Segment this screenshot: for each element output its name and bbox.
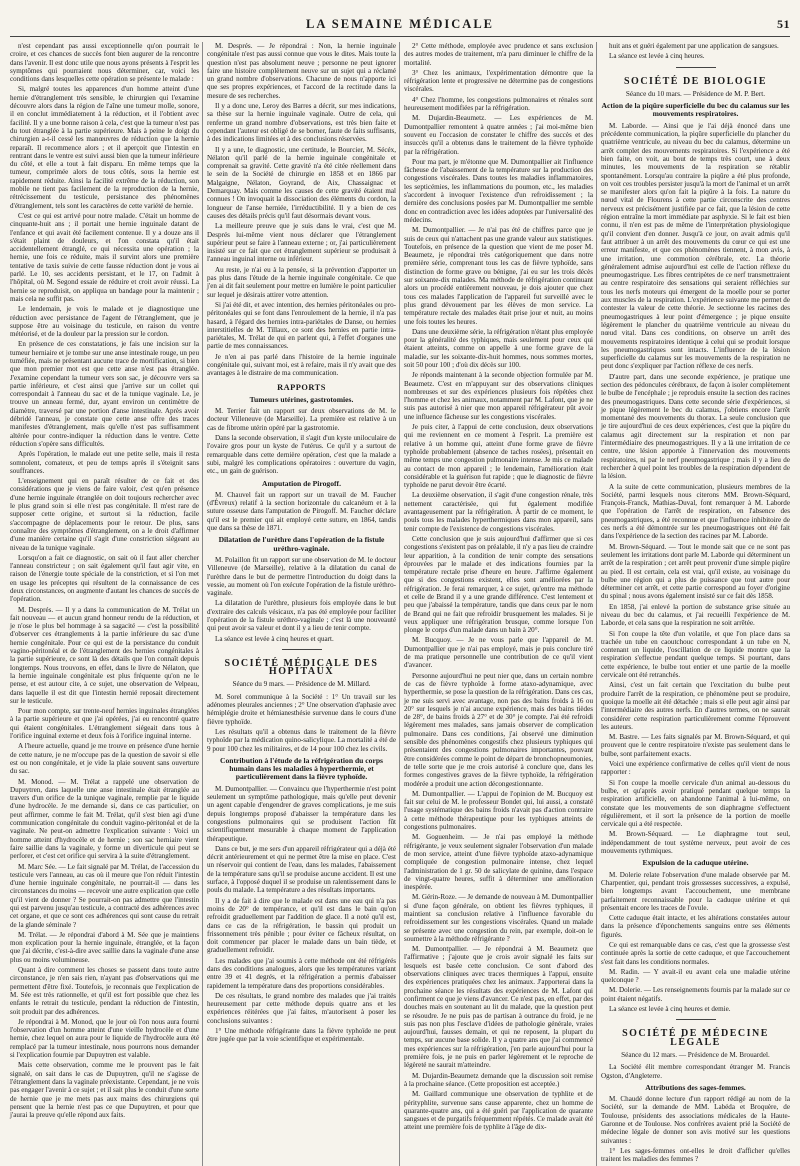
paragraph: Après l'opération, le malade eut une petite selle, mais il resta somnolent, comateux, et peu de temps après il s'éteignit sans souffrances. (10, 450, 199, 475)
column-4 (601, 42, 790, 1166)
paragraph: Si l'on coupe la tête d'un volatile, et que l'on place dans sa trachée un tube en caoutchouc correspondant à un tube en N, contenant un liquide, l'oscillation de ce liquide montre que la respiration s'effectue pendant quelque temps. Si pourtant, dans cette expérience, le bulbe tout entier et une partie de la moelle cervicale ont été retranchés. (601, 629, 790, 680)
journal-title: LA SEMAINE MÉDICALE (305, 16, 495, 31)
column-1 (10, 42, 199, 1166)
paragraph: En présence de ces constatations, je fais une incision sur la tumeur herniaire et je tombe sur une anse intestinale rouge, un peu tuméfiée, mais ne présentant aucune trace de mortification, si bien que mon premier mot est que cette anse n'est pas étranglée. J'examine cependant la tumeur vers son sac, je découvre vers sa partie inférieure, et c'est ainsi que j'arrive sur un collet qui correspondait à l'anneau du sac et de la tunique vaginale. Le, je trouve un anneau fermé, dur, ayant environ un centimètre de diamètre, traversé par une portion d'anse intestinale. Après avoir débridé l'anneau, je constate que cette anse offre des traces manifestes d'étranglement, mais qu'elle n'est pas suffisamment altérée pour contre-indiquer la réduction dans le ventre. Cette réduction s'opère sans difficultés. (10, 340, 199, 448)
paragraph: M. Després. — Il y a dans la communication de M. Trélat un fait nouveau — et aucun grand honneur rendu de la réduction, et je n'ose le plus bel hommage à sa sagacité — c'est la possibilité d'observer ces étranglements à la partie inférieure du sac d'une hernie congénitale. Pour ce qui est de la persistance du conduit vagino-péritonéal et de l'étranglement des hernies congénitales à la partie supérieure, ce sont là des détails que l'on connaît depuis longtemps. Nous trouvons, en effet, dans le livre de Nélaton, que la hernie inguinale congénitale est plus fréquente qu'on ne le pense, et est autour cite, à ce sujet, une observation de Velpeau, dans laquelle il est dit que l'intestin hernié reposait directement sur le testicule. (10, 605, 199, 705)
paragraph: Je répondrai à M. Monod, que le jour où l'on nous aura fourni l'observation d'un homme atteint d'une vieille hydrocèle et d'une hernie, chez lequel on aura pour le liquide de l'hydrocèle aura été remplacé par la tumeur intestinale, nous pourrons nous demander si l'explication fournie par Dupuytren est valable. (10, 1017, 199, 1060)
paragraph: L'enseignement qui en paraît résulter de ce fait et des considérations que je viens de faire valoir, c'est qu'en présence d'une hernie inguinale étranglée on doit toujours rechercher avec le plus grand soin si elle n'est pas congénitale. Il m'est rare de supposer cette origine, et surtout si la réduction, facile s'accompagne de déplacements pour le retour. De plus, sans connaître des symptômes d'étranglement, on a le droit d'affirmer d'une manière certaine qu'il s'agit d'une constriction siégeant au niveau de la tunique vaginale. (10, 477, 199, 552)
paragraph: n'est cependant pas aussi exceptionnelle qu'on pourrait le croire, et ces chances de succès font bien augurer de la rencontre dans l'avenir. Il est donc utile que nous ayons présents à l'esprit les symptômes qui pourraient nous déterminer, car, voici les conditions dans lesquelles cette opération se présente le malade : (10, 42, 199, 84)
session-line: Séance du 12 mars. — Présidence de M. Brouardel. (621, 1050, 770, 1059)
paragraph: M. Brown-Séquard. — Le diaphragme tout seul, indépendamment de tout système nerveux, peut avoir de ces mouvements rythmiques. (601, 830, 790, 856)
paragraph: M. Polaillon fit un rapport sur une observation de M. le docteur Villeneuve (de Marseille), relative à la dilatation du canal de l'urèthre dans le but de permettre l'introduction du doigt dans la vessie, au moment où l'on exécute l'opération de la fistule uréthro-vaginale. (207, 555, 396, 598)
paragraph: En 1858, j'ai enlevé la portion de substance grise située au niveau du bec du calamus, et j'ai recueilli l'expérience de M. Laborde, et cela sans que la respiration ne soit arrêtée. (601, 602, 790, 628)
paragraph: M. Dumontpallier. — Je n'ai pas été de chiffres parce que je suis de ceux qui n'attachent pas une grande valeur aux statistiques. Toutefois, en présence de la question que vient de me poser M. Beaumetz, je répondrai très catégoriquement que dans notre première série, comprenant tous les cas de fièvre typhoïde, sans distinction de forme grave ou bénigne, j'ai eu sur les trois décès sur soixante-dix malades. Ma méthode de réfrigération continuant alors un procédé entièrement nouveau, je dois ajouter que chez tous ces malades l'application de l'appareil fut surveillé avec le plus grand dévouement par les élèves de mon service. La température rectale des malades était prise jour et nuit, au moins une fois toutes les heures. (404, 226, 593, 326)
paragraph: Je n'en ai pas parlé dans l'histoire de la hernie inguinale congénitale qui, suivant moi, est à refaire, mais il n'y avait que des avantages à le distraire de ma communication. (207, 352, 396, 378)
society-heading: SOCIÉTÉ DE MÉDECINE LÉGALE (622, 1028, 769, 1048)
subsection-heading: Contribution à l'étude de la réfrigération du corps humain dans les maladies à hyperthermie, et particulièrement dans la fièvre typhoïde. (219, 755, 384, 782)
column-2 (207, 42, 396, 1166)
paragraph: M. Brown-Séquard. — Tout le monde sait que ce ne sont pas seulement les irritations dont parle M. Laborde qui déterminent un arrêt de la respiration ; cet arrêt peut provenir d'une simple piqûre au pied. Il est certain, cela est vrai, qu'il existe, au voisinage du bulbe une région qui a plus de puissance que tout autre pour déterminer cet arrêt, et cette partie correspond au foyer d'origine du spinal ; nous avons également insisté sur ce fait dès 1858. (601, 542, 790, 601)
paragraph: M. Marc Sée. — Le fait signalé par M. Trélat, de l'accession du testicule vers l'anneau, au cas où il meure que l'on réduit l'intestin d'une hernie inguinale congénitale, ne pourrait-il — dans les circonstances du moins — recevoir une autre explication que celle qu'il vient de donner ? Se pourrait-on pas admettre que l'intestin qui est parvenu jusqu'au testicule, a contracté des adhérences avec cet organe, et que ce sont ces adhérences qui sont cause du retrait de la glande séminale ? (10, 862, 199, 929)
paragraph: Si l'on coupe la moelle cervicale d'un animal au-dessous du bulbe, et qu'après avoir pratiqué pendant quelque temps la respiration artificielle, on abandonne l'animal à lui-même, on constate que les mouvements de son diaphragme s'effectuent régulièrement, et il sort la présence de la portion de moelle cervicale qui a été respectée. (601, 778, 790, 829)
page-header (10, 14, 790, 34)
paragraph: Dans une deuxième série, la réfrigération n'étant plus employée pour la généralité des typhiques, mais seulement pour ceux qui étaient atteints, comme on appelle à une forme grave de la maladie, sur les soixante-dix-huit hommes, nous sommes mortes, soit 50 pour 100 ; d'où dix décès sur 100. (404, 327, 593, 369)
subsection-heading: Expulsion de la caduque utérine. (642, 858, 749, 868)
paragraph: M. Trélat. — Je répondrai d'abord à M. Sée que je maintiens mon explication pour la hernie inguinale, étranglée, et la façon que j'ai décrite, c'est-à-dire avec saillie dans la vaginale d'une anse plus ou moins volumineuse. (10, 930, 199, 964)
paragraph: M. Monod. — M. Trélat a rappelé une observation de Dupuytren, dans laquelle une anse intestinale était étranglée au travers d'un orifice de la tunique vaginale, remplie par le liquide d'une hydrocèle. Je me demande si, dans ce cas particulier, on peut affirmer, comme le fait M. Trélat, qu'il s'est bien agi d'une communication congénitale du conduit vagino-péritonéal et de la vaginale. Ne peut-on admettre l'explication suivante : Voici un homme atteint d'hydrocèle et de hernie ; son sac herniaire vient faire saillie dans la vaginale, y forme un diverticule qui peut se perforer, et c'est cet orifice qui servira à la suite d'étranglement. (10, 777, 199, 861)
paragraph: D'autre part, dans une seconde expérience, je pratique une section des pédoncules cérébraux, de façon à isoler complètement le bulbe de l'encéphale ; je reproduis ensuite la section des racines des pneumogastriques. Dans cette seconde série d'expériences, si je pique légèrement le bec du calamus, j'obtiens encore l'arrêt momentané des mouvements du thorax. La seule conclusion que je tire aujourd'hui de ces deux expériences, c'est que la piqûre du calamus agit directement sur la respiration et non par l'intermédiaire des pneumogastriques. Il y a là une irritation de ce centre, une lésion apportée à l'innervation des mouvements respiratoires, ni par le nerf pneumogastrique ; mais il y a lieu de rechercher à quel point les troubles de la respiration dépendent de la lésion. (601, 372, 790, 481)
paragraph: Pour ma part, je m'étonne que M. Dumontpallier ait l'influence fâcheuse de l'abaissement de la température sur la production des congestions viscérales. Dans toutes les maladies inflammatoires, les septicémies, les inflammations du poumon, etc., les maladies s'accordent à invoquer l'existence d'un refroidissement ; la dernière des conclusions posées par M. Dumontpallier me semble donc en contradiction avec les idées adoptées par l'universalité des médecins. (404, 157, 593, 224)
session-line: Séance du 9 mars. — Présidence de M. Millard. (232, 680, 371, 689)
subsection-heading: Amputation de Pirogoff. (262, 478, 341, 488)
paragraph: M. Dumontpallier. — L'appui de l'opinion de M. Bucquoy est fait sur celui de M. le professeur Bondet qui, lui aussi, a constaté l'usage systématique des bains froids n'avait pas d'action contraire à cette méthode thérapeutique pour les typhiques atteints de congestions pulmonaires. (404, 789, 593, 832)
paragraph: Le lendemain, je vois le malade et je diagnostique une réduction avec persistance de l'agent de l'étranglement, que je suppose être au voisinage du testicule, en raison du ventre météorisé, et de la douleur par la pression sur le cordon. (10, 305, 199, 339)
paragraph: La séance est levée à cinq heures et demie. (609, 1005, 731, 1014)
paragraph: Si, malgré toutes les apparences d'un homme atteint d'une hernie d'étranglement très sensible, le chirurgien qui l'examine découvre alors dans la région de l'aîne une tumeur molle, sonore, il en conclut immédiatement à la réduction, et il l'obtient avec facilité. Il y a une bonne raison à cela, c'est que la tumeur n'est pas du tout étranglée à la partie supérieure. Mais à peine le doigt du chirurgien a-t-il cessé les manœuvres de réduction que la hernie reparaît. Il recommence alors ; et il aperçoit que l'intestin en rentrant dans le ventre est suivi aussi bien que la tumeur inférieure du côté, et elle a tout à fait disparu. En même temps que la tumeur, comprimée alors de tous côtés, sous la hernie est rapidement réduite. Ainsi la facilité extrême de la réduction, son mobile ne tient pas facilement de la reproduction de la hernie, rétrécissement du testicule, persistance des phénomènes d'étranglement, tels sont les caractères de cette variété de hernie. (10, 85, 199, 210)
paragraph: Cette caduque était intacte, et les altérations constatées autour dans la présence d'éponchements sanguins entre ses éléments figurés. (601, 914, 790, 939)
paragraph: M. Bastre. — Les faits signalés par M. Brown-Séquard, et qui prouvent que le centre respiratoire n'existe pas seulement dans le bulbe, sont parfaitement exacts. (601, 733, 790, 758)
section-rule (282, 649, 322, 650)
paragraph: M. Gérin-Roze. — Je demande de nouveau à M. Dumontpallier si d'une façon générale, on obtient les fièvres typhiques, il maintient sa conclusion relative à l'influence favorable du refroidissement sur les congestions viscérales. Quand un malade se présente avec une congestion du rein, par exemple, doit-on le soumettre à la méthode réfrigérante ? (404, 893, 593, 943)
paragraph: Lorsqu'on a fait ce diagnostic, on sait où il faut aller chercher l'anneau constricteur ; on sait également qu'il faut agir vite, en raison de l'énergie toute spéciale de la constriction, et si l'on met en usage les préceptes qui résultent de la connaissance de ces deux circonstances, on augmente d'autant les chances de succès de l'opération. (10, 553, 199, 604)
paragraph: M. Terrier fait un rapport sur deux observations de M. le docteur Villeneuve (de Marseille). La première est relative à un cas de fibrome utérin opéré par la gastrotomie. (207, 407, 396, 432)
paragraph: M. Laborde. — Ainsi que je l'ai déjà énoncé dans une précédente communication, la piqûre superficielle du plancher du quatrième ventricule, au niveau du bec du calamus, détermine un arrêt complet des mouvements respiratoires. Si l'expérience a été bien faite, on voit, au bout de temps très court, une à deux minutes, les mouvements de la respiration se rétablir spontanément. Lorsqu'au contraire la piqûre a été plus profonde, on voit ces troubles persister jusqu'à la mort de l'animal et un arrêt se manifester alors qu'on fait la piqûre à la fois. La nature du nœud vital de Flourens à cette partie circonscrite des centres nerveux est précisément justifiée par ce fait, que la lésion de cette région entraîne la mort immédiate par asphyxie. Si le fait est bien connu, il n'en est pas de même de l'interprétation physiologique qu'il convient d'en donner. Jusqu'à ce jour, on avait admis qu'il faut attribuer à un arrêt des mouvements du cœur ce qui est une erreur manifeste, et que ces phénomènes tiennent, à mon avis, à une irritation, une commotion cérébrale, etc. La théorie généralement admise aujourd'hui est celle de l'action réflexe du pneumogastrique. Les fibres centripètes de ce nerf transmettraient au centre respiratoire des sensations qui seraient réfléchies sur tous les nerfs moteurs qui émergent de la moelle pour se porter aux muscles de la respiration. L'expérience suivante me permet de contester la valeur de cette théorie. Je sectionne les racines des pneumogastriques à leur point d'émergence ; je pique ensuite légèrement le plancher du quatrième ventricule au niveau du nœud vital. Dans ces conditions, on observe un arrêt des mouvements respiratoires identique à celui qui se produit lorsque les pneumogastriques sont intacts. L'influence de la lésion superficielle du calamus sur les mouvements de la respiration ne peut donc s'expliquer par l'action réflexe de ces nerfs. (601, 121, 790, 371)
paragraph: M. Dujardin-Beaumetz demande que la discussion soit remise à la prochaine séance. (Cette proposition est acceptée.) (404, 1071, 593, 1088)
society-heading: SOCIÉTÉ MÉDICALE DES HOPITAUX (224, 657, 379, 678)
society-heading: SOCIÉTÉ DE BIOLOGIE (624, 75, 767, 87)
paragraph: Dans ce but, je me sers d'un appareil réfrigérateur qui a déjà été décrit antérieurement et qui ne permet être la mise en place. C'est un réservoir qui contient de l'eau, dans les malades, l'abaissement de la température sans qu'il se produise aucune accident. Il est une surface, à l'opposé duquel il se produise un ralentissement dans le pouls du malade. La température a des résultats importants. (207, 844, 396, 895)
paragraph: A l'heure actuelle, quand je me trouve en présence d'une hernie de cette nature, je ne m'occupe pas de la question de savoir si elle est ou non congénitale, et je vide la plaie souvent sans ouverture du sac. (10, 742, 199, 776)
paragraph: Je réponds maintenant à la seconde objection formulée par M. Beaumetz. C'est en m'appuyant sur des observations cliniques nombreuses et sur des expériences plusieurs fois répétées chez l'homme et chez les animaux, notamment par M. Lafont, que je ne suis pas autorisé à nier que mon appareil réfrigérateur pût avoir une influence fâcheuse sur les congestions viscérales. (404, 371, 593, 421)
paragraph: M. Radin. — Y avait-il eu avant cela une maladie utérine quelconque ? (601, 967, 790, 985)
paragraph: Voici une expérience confirmative de celles qu'il vient de nous rapporter : (601, 760, 790, 777)
page-number: 51 (777, 16, 790, 31)
paragraph: Personne aujourd'hui ne peut nier que, dans un certain nombre de cas de fièvre typhoïde à forme ataxo-adynamique, avec hyperthermie, se pose la question de la réfrigération. Dans ces cas, je me suis servi avec avantage, non pas des bains froids à 16 ou 20° sur lesquels je n'ai aucune expérience, mais des bains tièdes de 28°, de bains froids à 27° et de 30° je compte. J'ai été refroidi légèrement mes malades, sans jamais observer de complication pulmonaire. Dans ces conditions, j'ai observé une diminution sensible des phénomènes congestifs chez plusieurs typhiques qui présentaient des congestions pulmonaires importantes, pouvant être considérées comme le point de départ de bronchopneumonies, de telle sorte que je me crois autorisé à conclure que, dans les formes congestives graves de la fièvre typhoïde, la réfrigération modérée a produit une action décongestionnante. (404, 671, 593, 788)
paragraph: La deuxième observation, il s'agit d'une congestion rénale, très nettement caractérisée, qui fut également modifiée avantageusement par la réfrigération. À partir de ce moment, le pouls tous les malades hyperthermiques dans mon appareil, sans tenir compte de l'existence de congestions viscérales. (404, 491, 593, 533)
section-heading: RAPPORTS (277, 382, 326, 392)
section-rule (676, 67, 716, 68)
paragraph: M. Chaudé donne lecture d'un rapport rédigé au nom de la Société, sur la demande de MM. Labéda et Broquère, de Toulouse, présidents des associations médicales de la Haute-Garonne et de Toulouse. Nos confrères avaient prié la Société de médecine légale de donner son avis motivé sur les questions suivantes : (601, 1095, 790, 1145)
paragraph: 1° Une méthode réfrigérante dans la fièvre typhoïde ne peut être jugée que par la voie scientifique et expérimentale. (207, 1027, 396, 1044)
paragraph: Il y a de fait à dire que le malade est dans une eau qui n'a pas moins de 20° de tempérance, et qu'il est dans le bain qu'on refroidit graduellement par l'addition de glace. Il a noté qu'il est, dans ce cas de la réfrigération, le bassin qui produit un frissonnement très pénible ; pour éviter ce fâcheux résultat, on doit commencer par placer le malade dans un bain tiède, et graduellement refroidir. (207, 896, 396, 955)
paragraph: La Société élit membre correspondant étranger M. Francis Ogston, d'Angleterre. (601, 1063, 790, 1080)
paragraph: Mais cette observation, comme me le prouvent pas le fait signalé, on sait dans le cas de Dupuytren, qu'il ne s'agisse de l'étranglement dans la vaginale préexistante. Cependant, je ne vois pas engager l'avenir à ce sujet ; et il sait plus le conduit d'une sorte de hernie que je me mets pas aux mains des chirurgiens qui pensent que la hernie n'est pas ce que Dupuytren, et pour que j'aurai la preuve qu'elle répond aux faits. (10, 1061, 199, 1120)
column-3 (404, 42, 593, 1166)
paragraph: Les résultats qu'il a obtenus dans le traitement de la fièvre typhoïde par la médication quino-salicylique. La mortalité a été de 9 pour 100 chez les militaires, et de 14 pour 100 chez les civils. (207, 727, 396, 753)
session-line: Séance du 10 mars. — Présidence de M. P. Bert. (625, 89, 766, 98)
paragraph: Il y a donc une, Leroy des Barres a décrit, sur mes indications, sa thèse sur la hernie inguinale vaginale. Outre de cela, qui renferme un grand nombre d'observations, est très bien faite et cependant l'auteur est obligé de se borner, faute de faits suffisants, à des indications limitées et à des conclusions réservées. (207, 102, 396, 144)
paragraph: 2° Cette méthode, employée avec prudence et sans exclusion des autres modes de traitement, m'a paru diminuer le chiffre de la mortalité. (404, 42, 593, 67)
paragraph: M. Bucquoy. — Je ne vous parle que l'appareil de M. Dumontpallier que je n'ai pas employé, mais je puis conclure tiré de ma pratique personnelle une contribution de ce qu'il vient d'avancer. (404, 636, 593, 670)
paragraph: M. Sorel communique à la Société : 1° Un travail sur les adénomes pleurales anciennes ; 2° Une observation d'aphasie avec hémiplégie droite et hémianesthésie survenue dans le cours d'une fièvre typhoïde. (207, 692, 396, 726)
paragraph: 1° Les sages-femmes ont-elles le droit d'afficher qu'elles traitent les maladies des femmes ? (601, 1146, 790, 1164)
paragraph: La séance est levée à cinq heures et quart. (215, 634, 334, 643)
paragraph: Il y a une, le diagnostic, une certitude, le Bourcier, M. Sécéx, Nélaton qu'il parlé de la hernie inguinale congénitale et comprenait sa gravité. Cette gravité n'a été citée réellement dans le sein de la Société de chirurgie en 1858 et en 1866 par Malgaigne, Nélaton, Goyrand, de Aix, Chassaignac et Demarquay. Mais comme les causes de cette gravité étaient mal connues ! On invoquait la dissociation des éléments du cordon, la longueur de l'anse herniée, l'irréductibilité. Il y a bien de ces causes des détails précis qu'il faut désormais devant vous. (207, 145, 396, 220)
paragraph: Dans la seconde observation, il s'agit d'un kyste uniloculaire de l'ovaire gros pour un kyste de l'utérus. Ce qu'il y a surtout de remarquable dans cette dernière opération, c'est que la malade a subi, malgré les complications opératoires : ouverture du vagin, etc., un gain de guérison. (207, 434, 396, 476)
paragraph: Je puis citer, à l'appui de cette conclusion, deux observations qui me reviennent en ce moment à l'esprit. La première est relative à un homme qui, atteint d'une forme grave de fièvre typhoïde probablement (absence de taches rosées), présentait en même temps une congestion pulmonaire intense. Je mis ce malade au contact de mon appareil ; le lendemain, l'amélioration était considérable et la guérison fut rapide ; que le diagnostic de fièvre typhoïde ne parut devoir être écarté. (404, 423, 593, 490)
paragraph: M. Dumontpallier. — Je répondrai à M. Beaumetz que l'affirmative ; j'ajoute que je crois avoir signalé les faits sur lesquels est basée cette conclusion. Ce sont d'abord des observations cliniques avec traces thermiques à l'appui, ensuite des expériences pratiquées chez les animaux. J'apporterai dans la prochaine séance les résultats des expériences de M. Lafont qui confirment ce que je viens d'avancer. Ce n'est pas, en effet, par des douches mais en soutenant au lit du malade, que la question peut se résoudre. Je ne puis pas de partisan à outrance du froid, je ne suis pas non plus l'esclave d'idées de pathologie générale, vraies aujourd'hui, fausses demain, et qui ne reposent, la plupart du temps, sur aucune base solide. Il y a quatre ans que j'ai commencé mes expériences sur la réfrigération, j'en parle aujourd'hui pour la première fois, je ne puis en parler légèrement et le reproche de légèreté ne saurait m'atteindre. (404, 945, 593, 1070)
subsection-heading: Attributions des sages-femmes. (645, 1082, 746, 1092)
paragraph: Au reste, je n'ai eu à la pensée, si la prévention d'apporter un pas plus dans l'étude de la hernie inguinale congénitale. Ce que j'en ai dit fait seulement pour mettre en lumière le point particulier sur lequel je désirais attirer votre attention. (207, 265, 396, 299)
paragraph: La séance est levée à cinq heures. (609, 52, 705, 61)
paragraph: C'est ce qui est arrivé pour notre malade. C'était un homme de cinquante-huit ans ; il portait une hernie inguinale datant de l'enfance et qui avait été facilement contenue. Il y a douze ans il s'était plaint de douleurs, et l'on constata qu'il était accidentellement étranglé, ce qui nécessita une opération ; la hernie, une fois ce réduite, mais il survint alors une première tentative de taxis suivie de cette fausse réduction dont je vous ai parlé. Le 10, ses accidents persistant, et le 17, on l'admit à l'hôpital, où M. Segond essaie de réduire et croit avoir réussi. La hernie se reproduisit, on appliqua un bandage pour la maintenir ; mais cela ne suffit pas. (10, 211, 199, 303)
paragraph: M. Dolerie relate l'observation d'une malade observée par M. Charpentier, qui, pendant trois grossesses successives, a expulsé, bien longtemps avant l'accouchement, une membrane parfaitement reconnaissable pour la caduque utérine et qui présentait encore les traces de l'ovule. (601, 870, 790, 912)
paragraph: 3° Chez les animaux, l'expérimentation démontre que la réfrigération lente et progressive ne détermine pas de congestions viscérales. (404, 68, 593, 94)
paragraph: La dilatation de l'urèthre, plusieurs fois employée dans le but d'extraire des calculs vésicaux, n'a pas été employée pour faciliter l'opération de la fistule uréthro-vaginale ; c'est là une nouveauté qui peut avoir sa valeur et dont il y a lieu de tenir compte. (207, 599, 396, 633)
paragraph: M. Després. — Je répondrai : Non, la hernie inguinale congénitale n'est pas aussi connue que vous le dites. Mais toute la question n'est pas absolument neuve ; personne ne peut ignorer faire une histoire complètement neuve sur un sujet qui a réclamé un grand nombre d'observations. Chacune de nous n'apporte ici que ses propres expériences, et l'accord de la rectitude dans la mesure de ses recherches. (207, 42, 396, 100)
header-rule (10, 36, 790, 37)
paragraph: M. Chauvel fait un rapport sur un travail de M. Faucher (d'Évreux) relatif à la section horizontale du calcanéum et à la suture osseuse dans l'amputation de Pirogoff. M. Faucher déclare qu'il est le premier qui ait employé cette suture, en 1864, tandis que dans sa thèse de 1871. (207, 490, 396, 533)
paragraph: M. Dumontpallier. — Convaincu que l'hyperthermie n'est point seulement un symptôme pathologique, mais qu'elle peut devenir un agent capable d'engendrer de graves complications, je me suis depuis longtemps proposé d'abaisser la température dans les congestions pulmonaires qui se produisent l'action fût scientifiquement mesurable à chaque moment de l'application thérapeutique. (207, 784, 396, 843)
paragraph: Pour mon compte, sur trente-neuf hernies inguinales étranglées à la partie supérieure et que j'ai opérées, j'ai eu rencontré quatre qui étaient congénitales. L'étranglement siégeait dans tous à l'orifice inguinal externe et deux fois à l'orifice inguinal interne. (10, 707, 199, 741)
paragraph: Quant à dire comment les choses se passent dans toute autre circonstance, je n'en sais rien, n'ayant pas d'observations qui me permettent d'être fixé. Toutefois, je reconnais que l'explication de M. Sée est très rationnelle, et qu'il est fort possible que chez les enfants le retrait du testicule, pendant la réduction de l'intestin, soit produit par des adhérences. (10, 966, 199, 1016)
paragraph: A la suite de cette communication, plusieurs membres de la Société, parmi lesquels nous citerons MM. Brown-Séquard, François-Franck, Mathias-Duval, font remarquer à M. Laborde que l'opération de l'arrêt de respiration, en l'absence des pneumogastriques, a été reconnue et que l'influence inhibitoire de ces nerfs a été démontrée sur les pneumogastriques ont été fait dans l'expérience de la section des racines par M. Laborde. (601, 482, 790, 541)
paragraph: M. Goguenheim. — Je n'ai pas employé la méthode réfrigérante, je veux seulement signaler l'observation d'un malade de mon service, atteint d'une fièvre typhoïde ataxo-adynamique compliquée de congestion pulmonaire intense, chez lequel l'administration de 1 gr. 50 de salicylate de quinine, dans l'espace de vingt-quatre heures, suffit à déterminer une amélioration inespérée. (404, 833, 593, 892)
paragraph: La meilleure preuve que je suis dans le vrai, c'est que M. Després lui-même vient nous déclarer que l'étranglement supérieur peut se faire à l'anneau externe ; or, j'ai particulièrement insisté sur ce fait que cet étranglement supérieur se produisait à l'anneau inguinal interne ou inférieur. (207, 222, 396, 264)
paragraph: Ainsi, c'est un fait certain que l'excitation du bulbe peut produire l'arrêt de la respiration, ce phénomène peut se produire, quoique la moelle ait été détachée ; mais si elle peut agir ainsi par l'intermédiaire des autres nerfs. En d'autres termes, on ne saurait considérer cette respiration particulièrement comme l'éprouvent les auteurs. (601, 681, 790, 731)
paragraph: De ces résultats, le grand nombre des malades que j'ai traités heureusement par cette méthode depuis quatre ans et les expériences réitérées que j'ai faites, m'autorisent à poser les conclusions suivantes : (207, 991, 396, 1025)
paragraph: 4° Chez l'homme, les congestions pulmonaires et rénales sont heureusement modifiées par la réfrigération. (404, 95, 593, 113)
paragraph: M. Dolerie. — Les renseignements fournis par la malade sur ce point étaient négatifs. (601, 986, 790, 1003)
subsection-heading: Dilatation de l'urèthre dans l'opération de la fistule uréthro-vaginale. (218, 535, 385, 553)
paragraph: Cette conclusion que je suis aujourd'hui d'affirmer que si ces congestions s'existent pas on préalable, il n'y a pas lieu de craindre leur apparition, à la condition de tenir compte des sensations éprouvées par le malade et des indications fournies par la température rectale prise d'heure en heure. J'affirme également que si des congestions existent, elles sont améliorées par la réfrigération. Je ferai remarquer, à ce sujet, qu'entre ma méthode et celle de Brand il y a une grande différence. C'est lentement et peu que j'abaissé la température, tandis que dans ceux par le nom de Brand qui ne fait que refroidir brusquement les malades. Si je veux appliquer une réfrigération brusque, comme lorsque l'on plonge le corps d'un malade dans un bain à 20°. (404, 534, 593, 635)
paragraph: M. Dujardin-Beaumetz. — Les expériences de M. Dumontpallier remontent à quatre années ; j'ai moi-même bien souvent eu l'occasion de constater le chiffre des succès et des insuccès qu'il a obtenus dans le traitement de la fièvre typhoïde par la réfrigération. (404, 114, 593, 156)
paragraph: Si j'ai été dit, et avec intention, des hernies péritonéales ou pro-péritonéales qui se font dans l'enroulement de la hernie, il n'a pas hasard, à l'égard des hernies intra-pariétales de Danse, ou hernies interstitielles de M. Tillaux, ce sont des hernies en partie intra-pariétales, M. Trélat de qui en parlent qui, à l'effet d'organes une partie de mes connaissances. (207, 300, 396, 351)
paragraph: M. Gaillard communique une observation de typhlite et de pérityphlite, survenue sans cause apparente, chez un homme de quarante-quatre ans, qui a été guéri par l'application de quarante sangsues et de purgatifs fréquemment répétés. Ce malade avait été atteint une première fois de typhlite à l'âge de dix- (404, 1090, 593, 1132)
paragraph: Ce qui est remarquable dans ce cas, c'est que la grossesse s'est continuée après la sortie de cette caduque, et que l'accouchement s'est fait dans les conditions normales. (601, 940, 790, 966)
subsection-heading: Action de la piqûre superficielle du bec du calamus sur les mouvements respiratoires. (601, 101, 790, 119)
text-columns (10, 42, 790, 1164)
subsection-heading: Tumeurs utérines, gastrotomies. (249, 394, 354, 404)
paragraph: Les malades que j'ai soumis à cette méthode ont été réfrigérés dans des conditions analogues, alors que les températures variant entre 39 et 41 degrés, et la réfrigération a permis d'abaisser rapidement la température dans des proportions considérables. (207, 956, 396, 990)
paragraph: huit ans et guéri également par une application de sangsues. (609, 42, 779, 50)
section-rule (676, 1019, 716, 1020)
